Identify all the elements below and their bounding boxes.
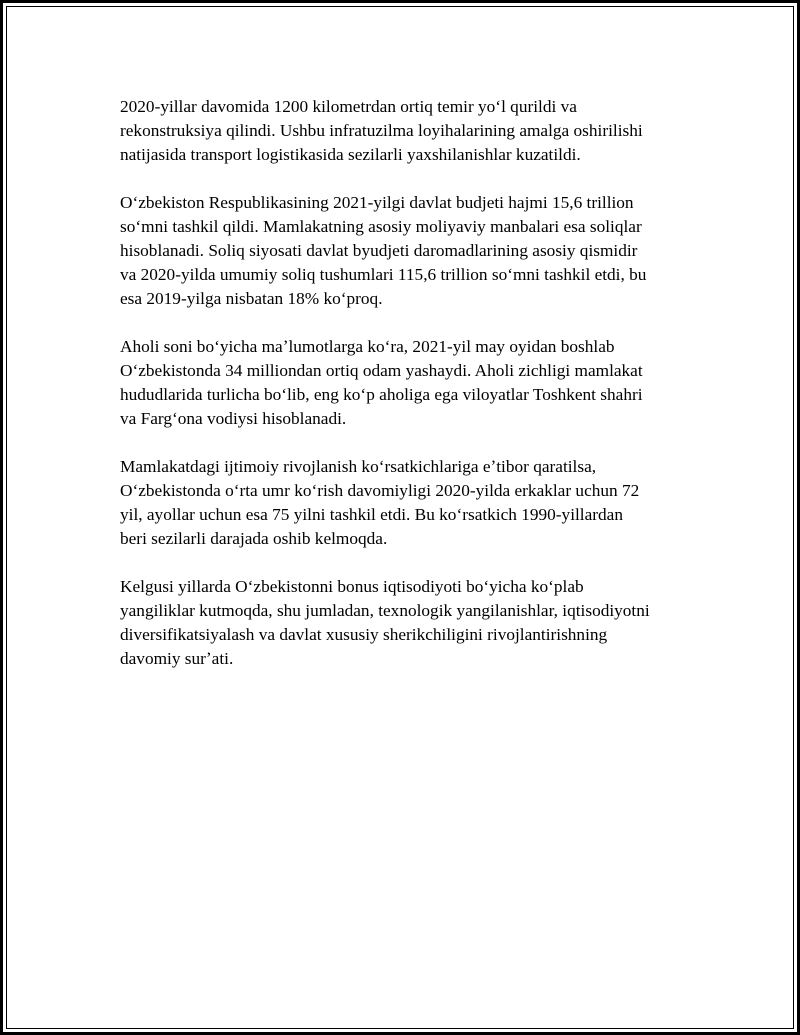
- text-line: rekonstruksiya qilindi. Ushbu infratuzilma loyihalarining amalga oshirilishi: [120, 121, 643, 140]
- text-line: diversifikatsiyalash va davlat xususiy sherikchiligini rivojlantirishning: [120, 625, 608, 644]
- document-body: [120, 95, 710, 695]
- paragraph-economy-outlook: [120, 575, 710, 671]
- text-line: yangiliklar kutmoqda, shu jumladan, texnologik yangilanishlar, iqtisodiyotni: [120, 601, 650, 620]
- text-line: beri sezilarli darajada oshib kelmoqda.: [120, 529, 388, 548]
- text-line: 2020-yillar davomida 1200 kilometrdan ortiq temir yoʻl qurildi va: [120, 97, 577, 116]
- text-line: soʻmni tashkil qildi. Mamlakatning asosiy moliyaviy manbalari esa soliqlar: [120, 217, 642, 236]
- text-line: va 2020-yilda umumiy soliq tushumlari 115,6 trillion soʻmni tashkil etdi, bu: [120, 265, 647, 284]
- text-line: Aholi soni boʻyicha maʼlumotlarga koʻra, 2021-yil may oyidan boshlab: [120, 337, 615, 356]
- text-line: davomiy surʼati.: [120, 649, 234, 668]
- text-line: Kelgusi yillarda Oʻzbekistonni bonus iqtisodiyoti boʻyicha koʻplab: [120, 577, 584, 596]
- text-line: Mamlakatdagi ijtimoiy rivojlanish koʻrsatkichlariga eʼtibor qaratilsa,: [120, 457, 597, 476]
- text-line: yil, ayollar uchun esa 75 yilni tashkil etdi. Bu koʻrsatkich 1990-yillardan: [120, 505, 623, 524]
- text-line: Oʻzbekistonda oʻrta umr koʻrish davomiyligi 2020-yilda erkaklar uchun 72: [120, 481, 640, 500]
- paragraph-infrastructure: [120, 95, 710, 167]
- text-line: hisoblanadi. Soliq siyosati davlat byudjeti daromadlarining asosiy qismidir: [120, 241, 638, 260]
- text-line: hududlarida turlicha boʻlib, eng koʻp aholiga ega viloyatlar Toshkent shahri: [120, 385, 643, 404]
- text-line: esa 2019-yilga nisbatan 18% koʻproq.: [120, 289, 383, 308]
- paragraph-budget: [120, 191, 710, 311]
- text-line: natijasida transport logistikasida sezilarli yaxshilanishlar kuzatildi.: [120, 145, 581, 164]
- text-line: va Fargʻona vodiysi hisoblanadi.: [120, 409, 347, 428]
- text-line: Oʻzbekistonda 34 milliondan ortiq odam yashaydi. Aholi zichligi mamlakat: [120, 361, 643, 380]
- paragraph-population: [120, 335, 710, 431]
- text-line: Oʻzbekiston Respublikasining 2021-yilgi davlat budjeti hajmi 15,6 trillion: [120, 193, 634, 212]
- paragraph-life-expectancy: [120, 455, 710, 551]
